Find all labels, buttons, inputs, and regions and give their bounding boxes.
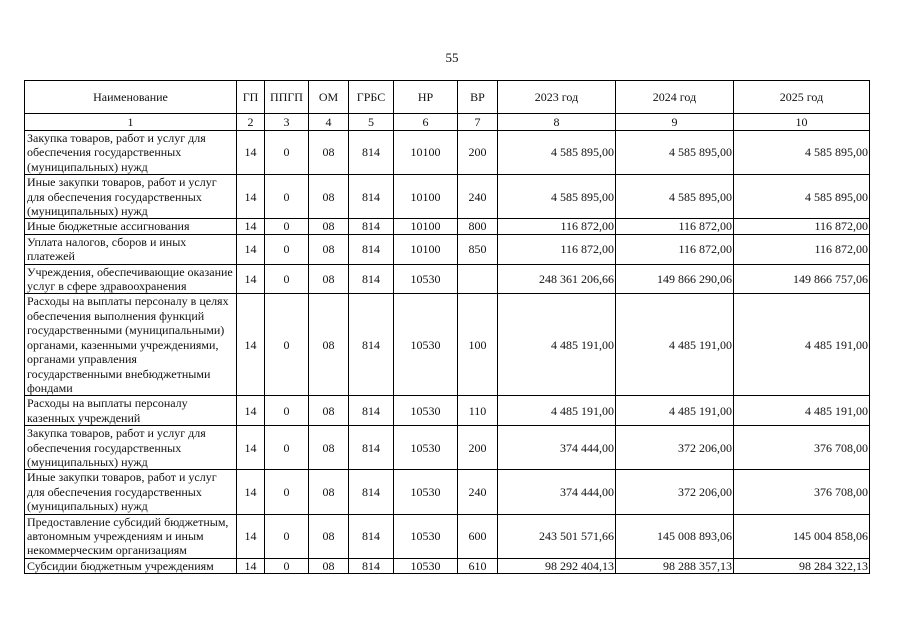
table-row [25, 131, 870, 175]
row-om: 08 [309, 426, 349, 470]
row-amount-2024: 4 585 895,00 [616, 131, 734, 175]
row-name: Учреждения, обеспечивающие оказание услуг в сфере здравоохранения [25, 264, 237, 294]
row-amount-2023: 248 361 206,66 [498, 264, 616, 294]
row-name: Иные закупки товаров, работ и услуг для обеспечения государственных (муниципальных) нужд [25, 470, 237, 514]
row-grbs: 814 [349, 396, 394, 426]
row-amount-2025: 145 004 858,06 [734, 514, 870, 558]
column-number: 4 [309, 114, 349, 131]
row-grbs: 814 [349, 175, 394, 219]
column-number: 3 [265, 114, 309, 131]
row-om: 08 [309, 470, 349, 514]
row-amount-2025: 4 585 895,00 [734, 175, 870, 219]
row-ppgp: 0 [265, 131, 309, 175]
row-gp: 14 [237, 396, 265, 426]
row-ppgp: 0 [265, 426, 309, 470]
row-amount-2024: 98 288 357,13 [616, 558, 734, 573]
row-amount-2024: 4 485 191,00 [616, 294, 734, 396]
row-name: Уплата налогов, сборов и иных платежей [25, 234, 237, 264]
table-row [25, 514, 870, 558]
row-vr: 110 [458, 396, 498, 426]
row-gp: 14 [237, 219, 265, 234]
row-om: 08 [309, 558, 349, 573]
row-amount-2023: 116 872,00 [498, 234, 616, 264]
row-nr: 10100 [394, 219, 458, 234]
row-nr: 10530 [394, 426, 458, 470]
row-amount-2025: 149 866 757,06 [734, 264, 870, 294]
row-amount-2025: 4 585 895,00 [734, 131, 870, 175]
row-gp: 14 [237, 514, 265, 558]
row-name: Расходы на выплаты персоналу казенных учреждений [25, 396, 237, 426]
header-nr: НР [394, 81, 458, 114]
row-om: 08 [309, 294, 349, 396]
column-number: 9 [616, 114, 734, 131]
table-row [25, 175, 870, 219]
row-amount-2025: 116 872,00 [734, 219, 870, 234]
row-grbs: 814 [349, 514, 394, 558]
table-row [25, 396, 870, 426]
row-name: Иные бюджетные ассигнования [25, 219, 237, 234]
row-amount-2023: 374 444,00 [498, 426, 616, 470]
page-number: 55 [445, 50, 459, 65]
header-name: Наименование [25, 81, 237, 114]
header-2024: 2024 год [616, 81, 734, 114]
row-nr: 10530 [394, 294, 458, 396]
row-grbs: 814 [349, 264, 394, 294]
row-vr [458, 264, 498, 294]
header-ppgp: ППГП [265, 81, 309, 114]
row-name: Иные закупки товаров, работ и услуг для обеспечения государственных (муниципальных) нужд [25, 175, 237, 219]
row-amount-2023: 4 485 191,00 [498, 396, 616, 426]
row-grbs: 814 [349, 234, 394, 264]
row-gp: 14 [237, 426, 265, 470]
row-nr: 10530 [394, 558, 458, 573]
row-om: 08 [309, 219, 349, 234]
row-name: Закупка товаров, работ и услуг для обеспечения государственных (муниципальных) нужд [25, 131, 237, 175]
row-vr: 240 [458, 175, 498, 219]
row-om: 08 [309, 396, 349, 426]
column-number: 1 [25, 114, 237, 131]
row-amount-2024: 145 008 893,06 [616, 514, 734, 558]
row-ppgp: 0 [265, 558, 309, 573]
row-ppgp: 0 [265, 175, 309, 219]
row-amount-2023: 98 292 404,13 [498, 558, 616, 573]
table-row [25, 294, 870, 396]
row-gp: 14 [237, 470, 265, 514]
row-ppgp: 0 [265, 264, 309, 294]
row-grbs: 814 [349, 131, 394, 175]
row-vr: 240 [458, 470, 498, 514]
column-number: 10 [734, 114, 870, 131]
header-vr: ВР [458, 81, 498, 114]
row-ppgp: 0 [265, 294, 309, 396]
row-amount-2023: 243 501 571,66 [498, 514, 616, 558]
row-amount-2023: 4 585 895,00 [498, 175, 616, 219]
row-vr: 800 [458, 219, 498, 234]
row-amount-2025: 98 284 322,13 [734, 558, 870, 573]
row-amount-2025: 376 708,00 [734, 426, 870, 470]
row-name: Предоставление субсидий бюджетным, автономным учреждениям и иным некоммерческим организациям [25, 514, 237, 558]
row-amount-2024: 116 872,00 [616, 234, 734, 264]
row-om: 08 [309, 234, 349, 264]
column-number: 2 [237, 114, 265, 131]
row-vr: 200 [458, 426, 498, 470]
column-number: 5 [349, 114, 394, 131]
row-grbs: 814 [349, 219, 394, 234]
row-amount-2024: 372 206,00 [616, 426, 734, 470]
row-amount-2024: 4 485 191,00 [616, 396, 734, 426]
row-gp: 14 [237, 131, 265, 175]
header-2023: 2023 год [498, 81, 616, 114]
row-grbs: 814 [349, 426, 394, 470]
row-nr: 10530 [394, 514, 458, 558]
row-om: 08 [309, 264, 349, 294]
row-ppgp: 0 [265, 514, 309, 558]
row-amount-2023: 4 585 895,00 [498, 131, 616, 175]
row-vr: 850 [458, 234, 498, 264]
row-vr: 200 [458, 131, 498, 175]
row-nr: 10530 [394, 396, 458, 426]
row-gp: 14 [237, 175, 265, 219]
row-grbs: 814 [349, 470, 394, 514]
table-row [25, 470, 870, 514]
row-vr: 610 [458, 558, 498, 573]
header-gp: ГП [237, 81, 265, 114]
row-ppgp: 0 [265, 219, 309, 234]
row-gp: 14 [237, 234, 265, 264]
row-amount-2025: 376 708,00 [734, 470, 870, 514]
row-gp: 14 [237, 264, 265, 294]
row-amount-2023: 4 485 191,00 [498, 294, 616, 396]
budget-table [24, 80, 870, 574]
row-amount-2024: 149 866 290,06 [616, 264, 734, 294]
row-om: 08 [309, 514, 349, 558]
row-grbs: 814 [349, 558, 394, 573]
row-amount-2025: 4 485 191,00 [734, 294, 870, 396]
header-om: ОМ [309, 81, 349, 114]
table-row [25, 219, 870, 234]
row-gp: 14 [237, 294, 265, 396]
row-ppgp: 0 [265, 396, 309, 426]
row-nr: 10100 [394, 131, 458, 175]
header-row [25, 81, 870, 114]
table-row [25, 234, 870, 264]
row-name: Субсидии бюджетным учреждениям [25, 558, 237, 573]
row-amount-2025: 116 872,00 [734, 234, 870, 264]
row-gp: 14 [237, 558, 265, 573]
row-om: 08 [309, 175, 349, 219]
row-nr: 10100 [394, 175, 458, 219]
column-number: 7 [458, 114, 498, 131]
table-row [25, 264, 870, 294]
row-om: 08 [309, 131, 349, 175]
row-ppgp: 0 [265, 470, 309, 514]
table-row [25, 426, 870, 470]
row-name: Расходы на выплаты персоналу в целях обеспечения выполнения функций государственными (муниципальными) органами, казенными учреждениями, органами управления государственными внебюджетными фондами [25, 294, 237, 396]
row-nr: 10530 [394, 264, 458, 294]
column-number: 6 [394, 114, 458, 131]
table-row [25, 558, 870, 573]
row-amount-2025: 4 485 191,00 [734, 396, 870, 426]
column-number: 8 [498, 114, 616, 131]
row-vr: 600 [458, 514, 498, 558]
row-amount-2024: 4 585 895,00 [616, 175, 734, 219]
row-nr: 10530 [394, 470, 458, 514]
header-2025: 2025 год [734, 81, 870, 114]
row-nr: 10100 [394, 234, 458, 264]
row-vr: 100 [458, 294, 498, 396]
row-amount-2023: 116 872,00 [498, 219, 616, 234]
row-amount-2023: 374 444,00 [498, 470, 616, 514]
row-amount-2024: 372 206,00 [616, 470, 734, 514]
column-number-row [25, 114, 870, 131]
row-amount-2024: 116 872,00 [616, 219, 734, 234]
row-ppgp: 0 [265, 234, 309, 264]
row-name: Закупка товаров, работ и услуг для обеспечения государственных (муниципальных) нужд [25, 426, 237, 470]
row-grbs: 814 [349, 294, 394, 396]
header-grbs: ГРБС [349, 81, 394, 114]
